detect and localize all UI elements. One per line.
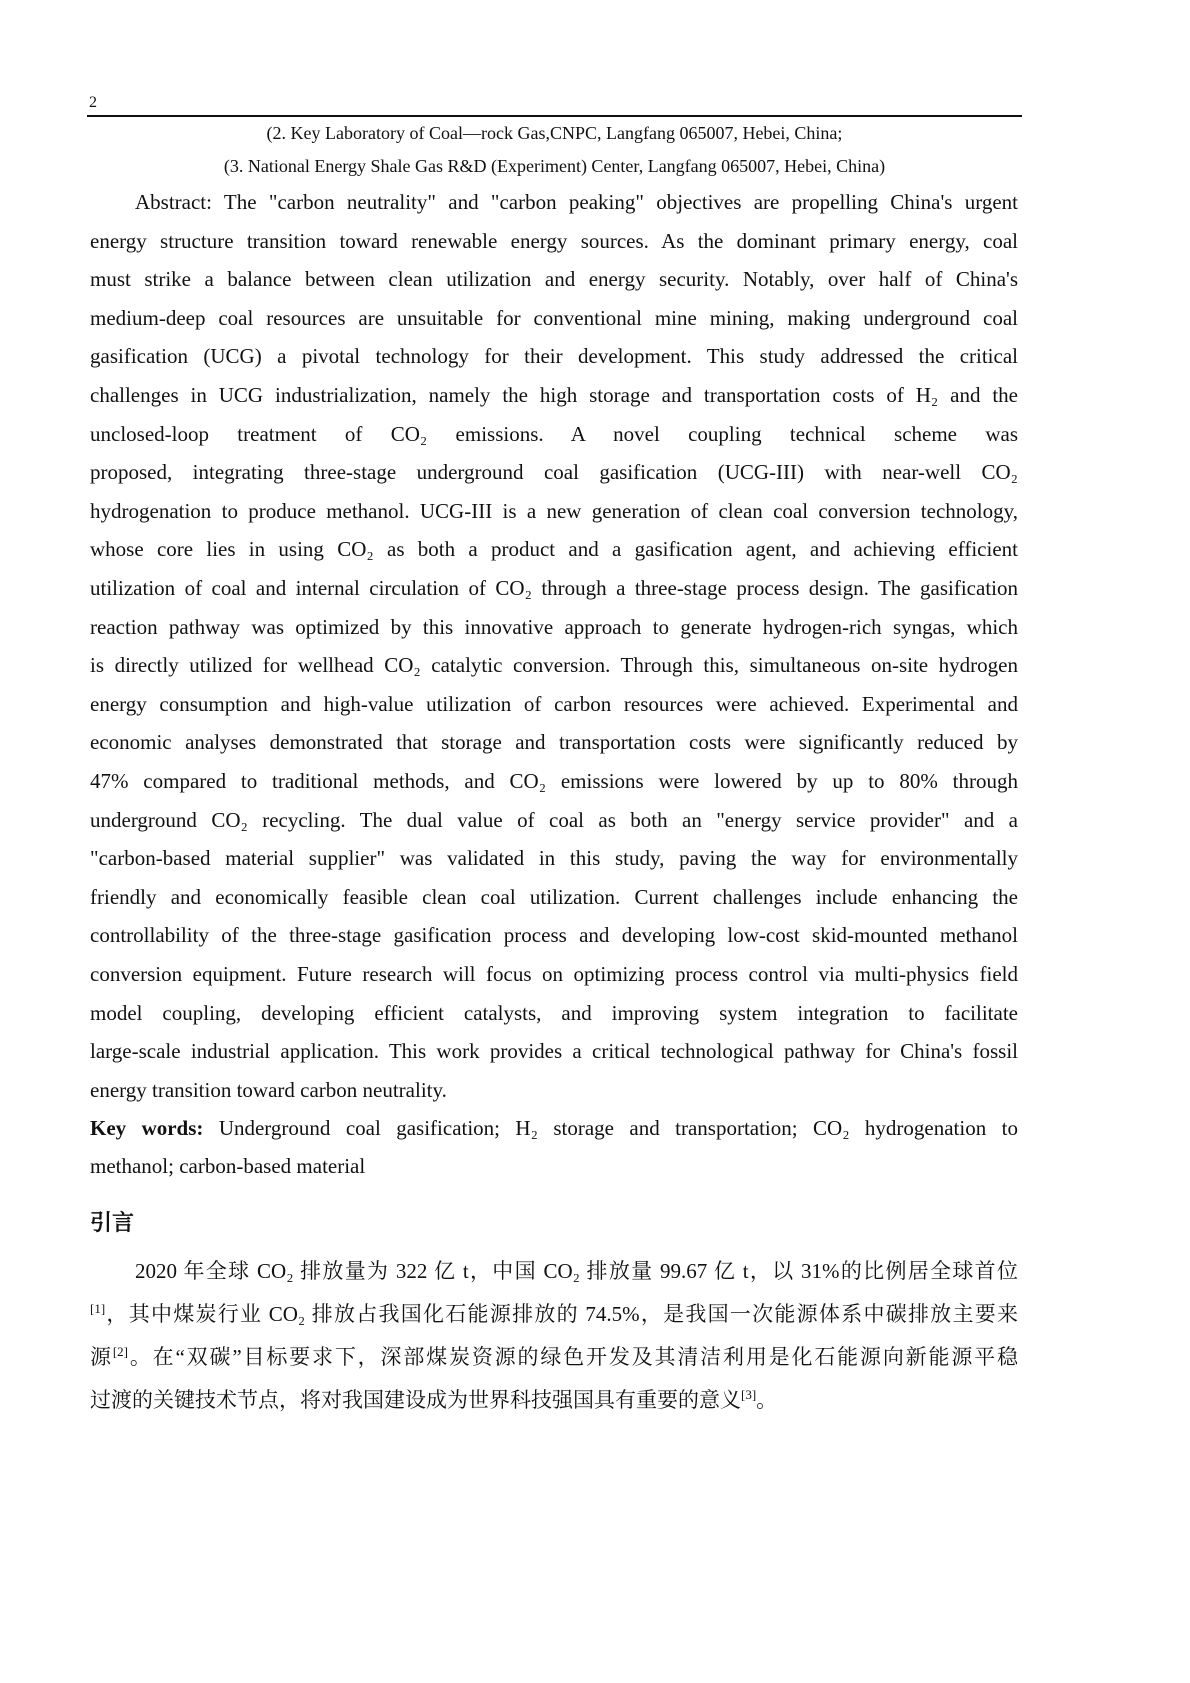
- keywords-text: Underground coal gasification; H₂ storage and transportation; CO₂ hydrogenation to: [203, 1116, 1018, 1140]
- abstract-line: must strike a balance between clean utilization and energy security. Notably, over half of China's: [90, 267, 1018, 292]
- abstract-line: gasification (UCG) a pivotal technology for their development. This study addressed the critical: [90, 344, 1018, 369]
- intro-line: [90, 1336, 1018, 1379]
- abstract-line: challenges in UCG industrialization, namely the high storage and transportation costs of H₂ and the: [90, 383, 1018, 407]
- abstract-line: large-scale industrial application. This work provides a critical technological pathway for China's fossil: [90, 1039, 1018, 1064]
- keywords-line-2: methanol; carbon-based material: [90, 1154, 366, 1178]
- intro-text: 。在“双碳”目标要求下，深部煤炭资源的绿色开发及其清洁利用是化石能源向新能源平稳: [128, 1345, 1019, 1369]
- abstract-line: utilization of coal and internal circulation of CO₂ through a three-stage process design. The gasification: [90, 576, 1018, 600]
- citation: [3]: [741, 1387, 757, 1402]
- abstract-line: model coupling, developing efficient catalysts, and improving system integration to facilitate: [90, 1000, 1018, 1025]
- section-heading-introduction: 引言: [90, 1211, 135, 1236]
- intro-line: 2020 年全球 CO₂ 排放量为 322 亿 t，中国 CO₂ 排放量 99.67 亿 t，以 31%的比例居全球首位: [135, 1259, 1018, 1283]
- abstract-line: energy transition toward carbon neutrality.: [90, 1077, 447, 1102]
- abstract-line: conversion equipment. Future research will focus on optimizing process control via multi-physics field: [90, 962, 1018, 986]
- abstract-line: energy structure transition toward renewable energy sources. As the dominant primary energy, coal: [90, 228, 1018, 253]
- keywords-line: [90, 1109, 1018, 1147]
- intro-text: 。: [756, 1388, 778, 1412]
- abstract-line: "carbon-based material supplier" was validated in this study, paving the way for environmentally: [90, 846, 1018, 871]
- abstract-line: whose core lies in using CO₂ as both a product and a gasification agent, and achieving efficient: [90, 537, 1018, 562]
- abstract-line: unclosed-loop treatment of CO₂ emissions. A novel coupling technical scheme was: [90, 421, 1018, 446]
- intro-text: 过渡的关键技术节点，将对我国建设成为世界科技强国具有重要的意义: [90, 1388, 741, 1412]
- abstract-line: economic analyses demonstrated that storage and transportation costs were significantly reduced by: [90, 730, 1018, 755]
- abstract-line: hydrogenation to produce methanol. UCG-III is a new generation of clean coal conversion technology,: [90, 498, 1018, 523]
- keywords-label: Key words:: [90, 1116, 204, 1140]
- intro-text: ，其中煤炭行业 CO₂ 排放占我国化石能源排放的 74.5%，是我国一次能源体系中碳排放主要来: [105, 1302, 1018, 1326]
- affiliation-2: (2. Key Laboratory of Coal—rock Gas,CNPC, Langfang 065007, Hebei, China;: [266, 123, 843, 143]
- intro-line: [90, 1293, 1018, 1336]
- affiliation-3: (3. National Energy Shale Gas R&D (Experiment) Center, Langfang 065007, Hebei, China): [223, 156, 886, 176]
- citation: [1]: [90, 1301, 106, 1316]
- abstract-line: friendly and economically feasible clean coal utilization. Current challenges include enhancing the: [90, 884, 1018, 909]
- header-rule: [87, 115, 1022, 117]
- intro-line: [90, 1379, 1018, 1422]
- intro-text: 源: [90, 1345, 113, 1369]
- abstract-line: underground CO₂ recycling. The dual value of coal as both an "energy service provider" and a: [90, 807, 1018, 832]
- abstract-line: medium-deep coal resources are unsuitable for conventional mine mining, making underground coal: [90, 305, 1018, 330]
- abstract-line: Abstract: The "carbon neutrality" and "carbon peaking" objectives are propelling China's urgent: [135, 190, 1018, 214]
- abstract-line: controllability of the three-stage gasification process and developing low-cost skid-mounted methanol: [90, 923, 1018, 948]
- abstract-line: proposed, integrating three-stage underground coal gasification (UCG-III) with near-well CO₂: [90, 460, 1018, 485]
- abstract-line: energy consumption and high-value utilization of carbon resources were achieved. Experimental and: [90, 691, 1018, 716]
- abstract-line: reaction pathway was optimized by this innovative approach to generate hydrogen-rich syngas, which: [90, 614, 1018, 639]
- abstract-line: is directly utilized for wellhead CO₂ catalytic conversion. Through this, simultaneous on-site hydrogen: [90, 653, 1018, 678]
- abstract-line: 47% compared to traditional methods, and CO₂ emissions were lowered by up to 80% through: [90, 769, 1018, 793]
- page-number: 2: [89, 94, 97, 111]
- citation: [2]: [112, 1344, 129, 1359]
